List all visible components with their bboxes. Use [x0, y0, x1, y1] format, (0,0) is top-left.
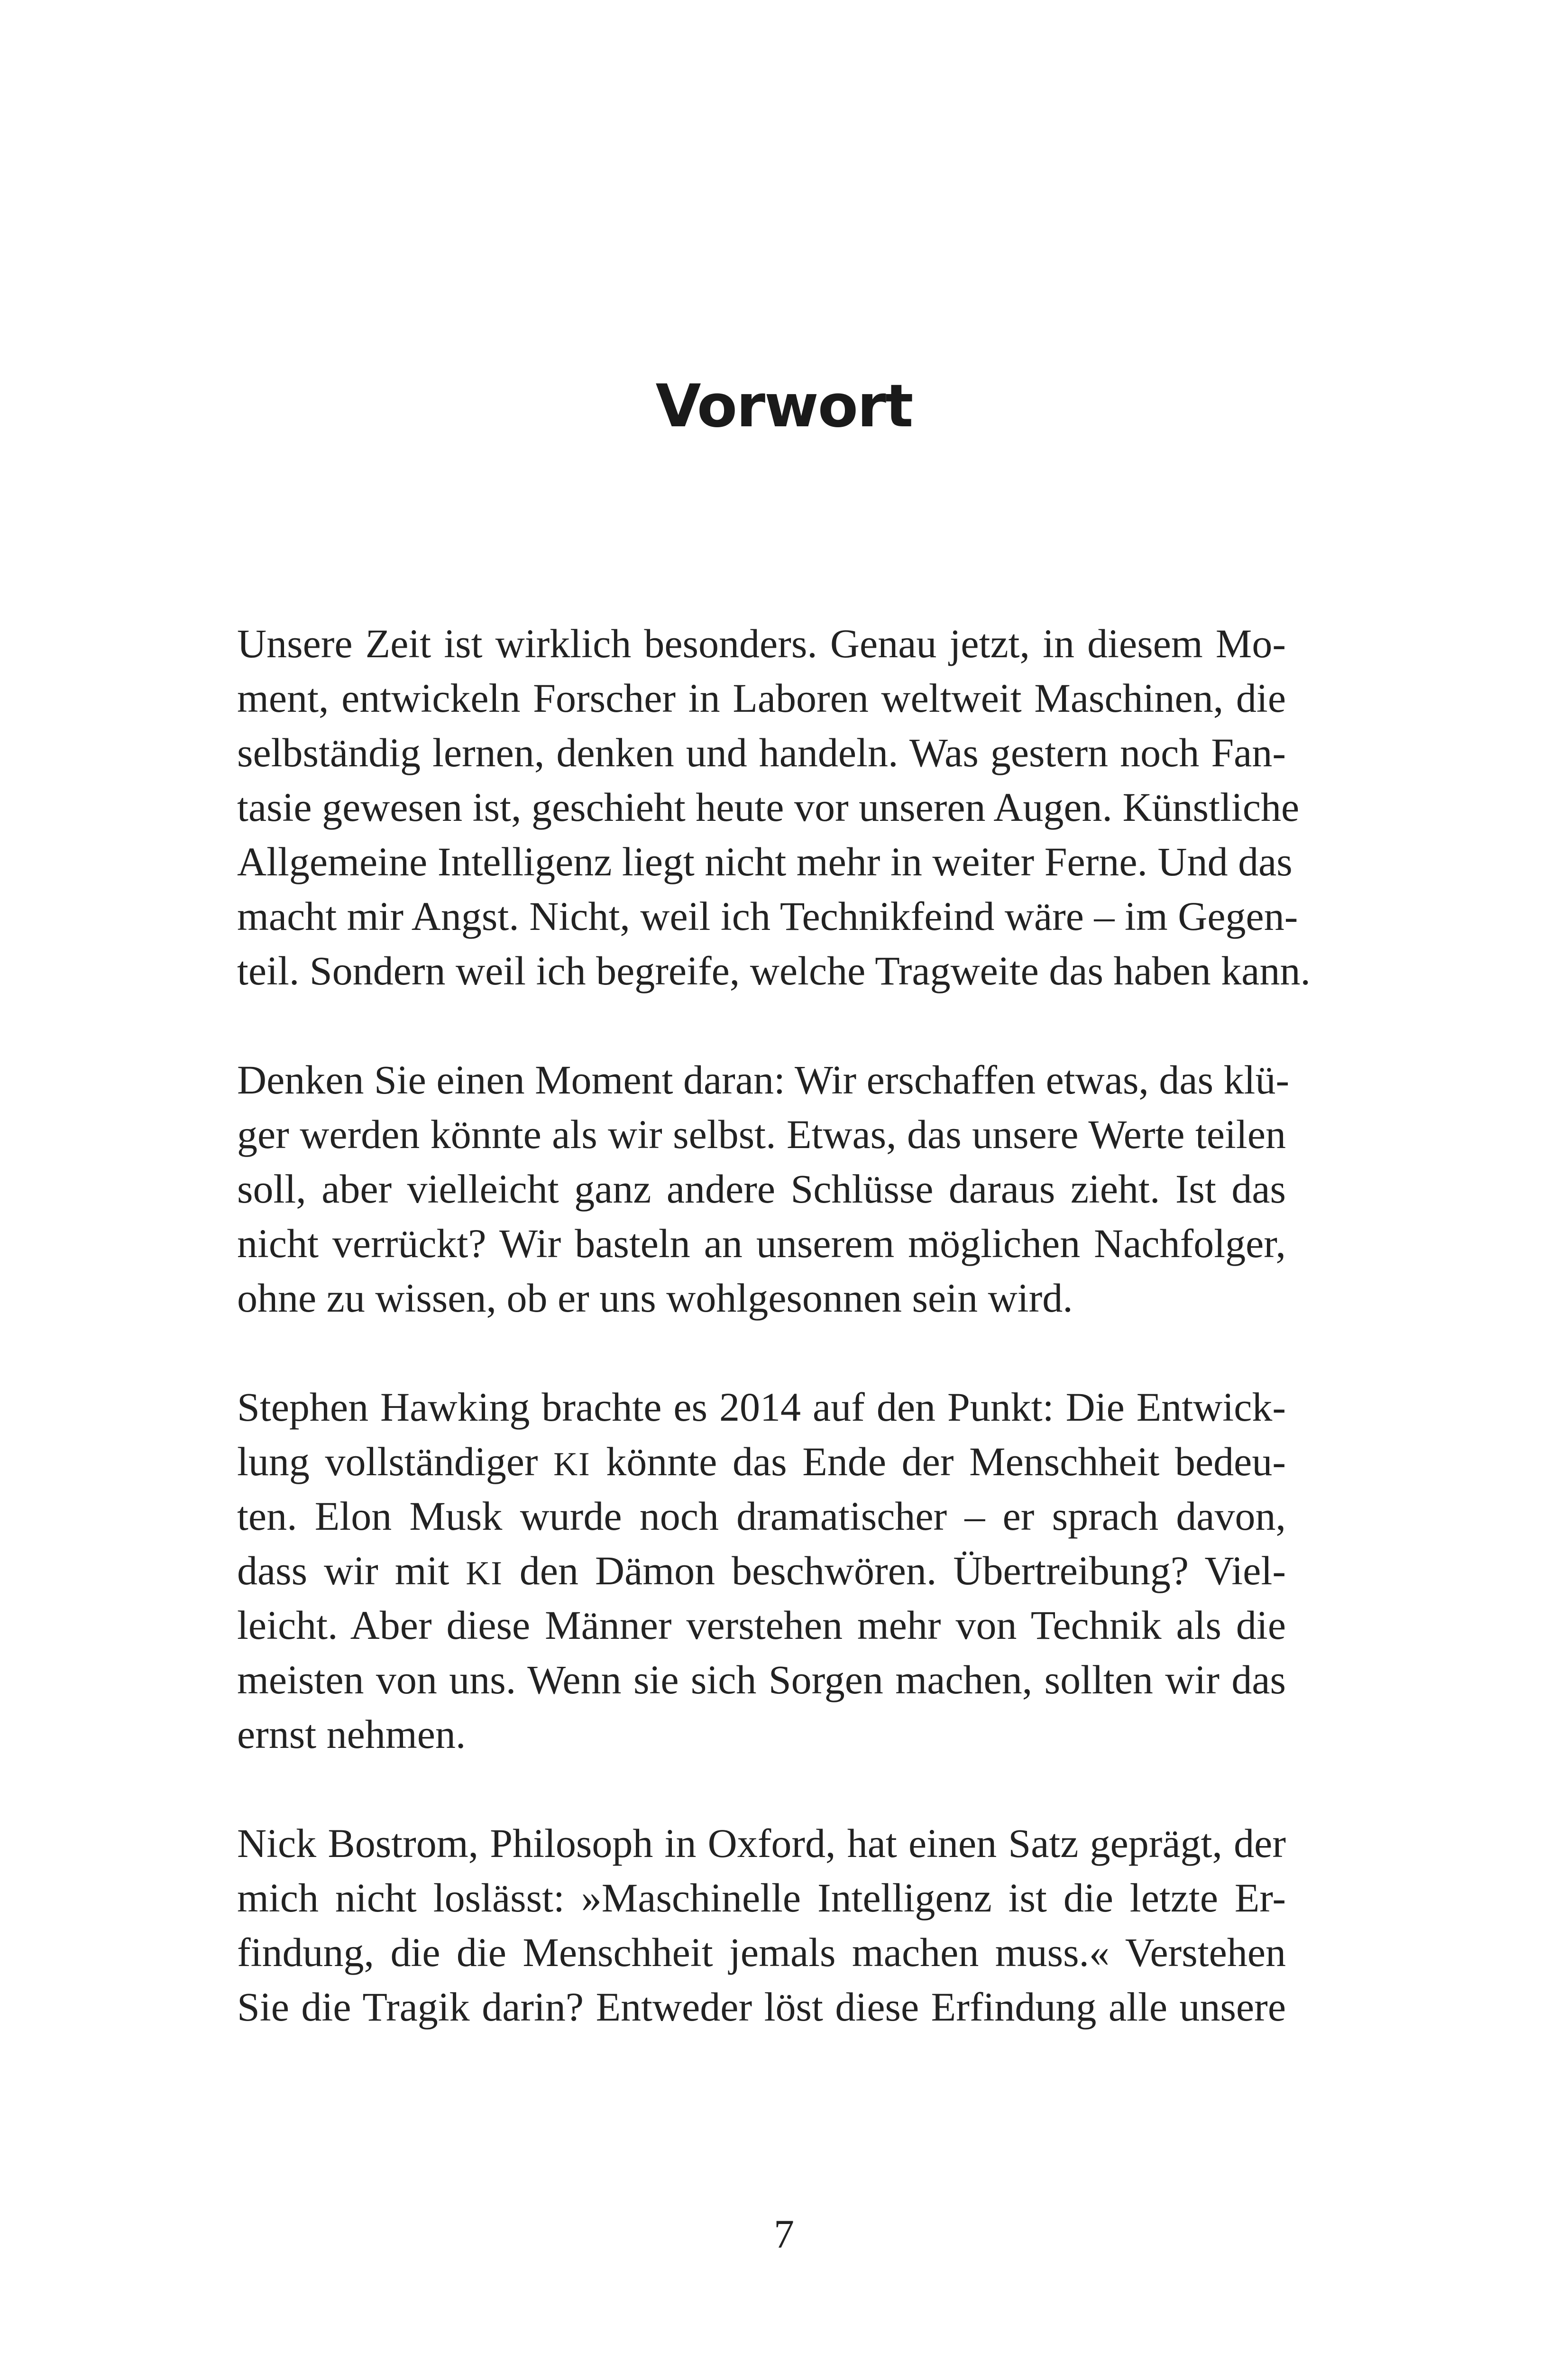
paragraph	[237, 616, 1311, 998]
text-line: meisten von uns. Wenn sie sich Sorgen machen, sollten wir das	[237, 1657, 1286, 1702]
text-line: ohne zu wissen, ob er uns wohlgesonnen sein wird.	[237, 1275, 1073, 1321]
text-line: Stephen Hawking brachte es 2014 auf den Punkt: Die Entwick-	[237, 1384, 1286, 1430]
text-line: mich nicht loslässt: »Maschinelle Intelligenz ist die letzte Er-	[237, 1875, 1286, 1921]
page-number: 7	[774, 2211, 794, 2257]
paragraph	[237, 1816, 1286, 2034]
text-line: soll, aber vielleicht ganz andere Schlüsse daraus zieht. Ist das	[237, 1166, 1286, 1212]
text-line: Nick Bostrom, Philosoph in Oxford, hat einen Satz geprägt, der	[237, 1820, 1286, 1866]
text-line: Allgemeine Intelligenz liegt nicht mehr in weiter Ferne. Und das	[237, 839, 1293, 884]
text-line: dass wir mit KI den Dämon beschwören. Übertreibung? Viel-	[237, 1548, 1286, 1593]
text-line: ment, entwickeln Forscher in Laboren weltweit Maschinen, die	[237, 675, 1286, 721]
text-line: lung vollständiger KI könnte das Ende der Menschheit bedeu-	[237, 1439, 1286, 1484]
paragraph	[237, 1053, 1290, 1325]
text-line: leicht. Aber diese Männer verstehen mehr von Technik als die	[237, 1602, 1286, 1648]
text-line: Denken Sie einen Moment daran: Wir erschaffen etwas, das klü-	[237, 1057, 1290, 1103]
chapter-body	[237, 616, 1311, 2034]
paragraph	[237, 1380, 1286, 1762]
text-line: selbständig lernen, denken und handeln. Was gestern noch Fan-	[237, 730, 1286, 775]
text-line: ger werden könnte als wir selbst. Etwas, das unsere Werte teilen	[237, 1112, 1286, 1157]
text-line: findung, die die Menschheit jemals machen muss.« Verstehen	[237, 1930, 1286, 1975]
text-line: Sie die Tragik darin? Entweder löst diese Erfindung alle unsere	[237, 1984, 1286, 2030]
text-line: Unsere Zeit ist wirklich besonders. Genau jetzt, in diesem Mo-	[237, 621, 1286, 666]
text-line: nicht verrückt? Wir basteln an unserem möglichen Nachfolger,	[237, 1221, 1286, 1266]
text-line: teil. Sondern weil ich begreife, welche Tragweite das haben kann.	[237, 948, 1311, 993]
text-line: tasie gewesen ist, geschieht heute vor unseren Augen. Künstliche	[237, 784, 1300, 830]
text-line: ten. Elon Musk wurde noch dramatischer – er sprach davon,	[237, 1493, 1286, 1539]
chapter-title: Vorwort	[655, 372, 913, 441]
text-line: ernst nehmen.	[237, 1711, 466, 1757]
text-line: macht mir Angst. Nicht, weil ich Technikfeind wäre – im Gegen-	[237, 893, 1298, 939]
